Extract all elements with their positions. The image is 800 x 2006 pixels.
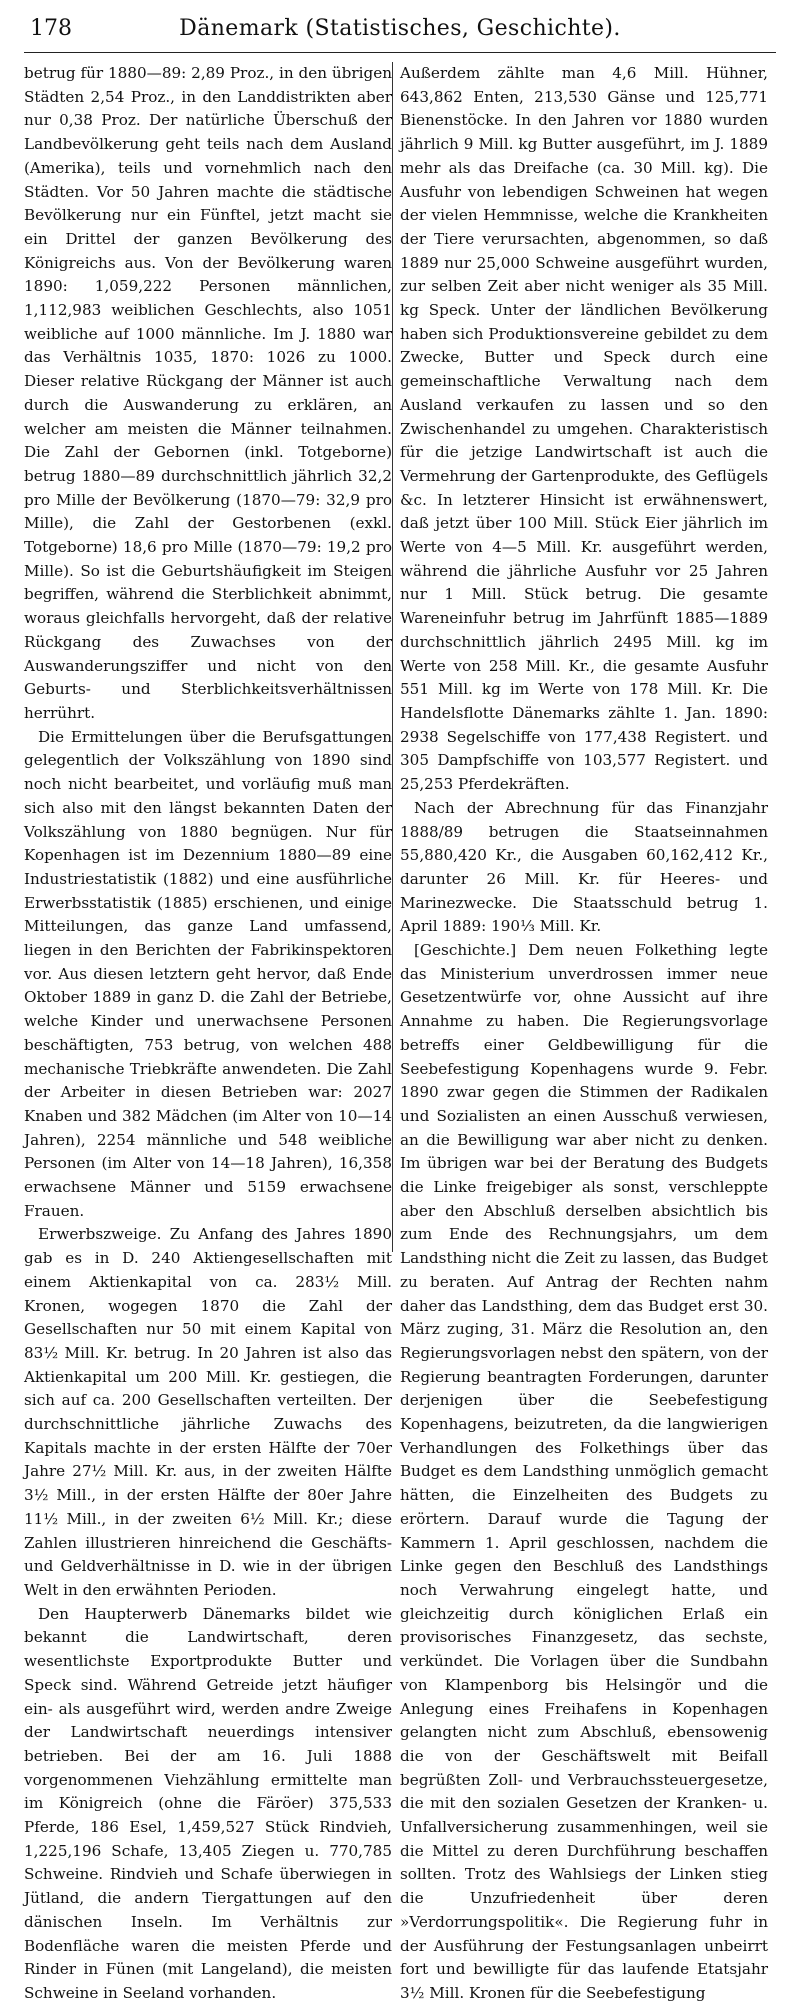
header-rule bbox=[24, 52, 776, 53]
paragraph-occupations: Die Ermittelungen über die Berufsgattungen gelegentlich der Volkszählung von 1890 sind noch nicht bearbeitet, und vorläufig muß man sich also mit den längst bekannten Daten der Volkszählung von 1880 begnügen. Nur für Kopenhagen ist im Dezennium 1880—89 eine Industriestatistik (1882) und eine ausführliche Erwerbsstatistik (1885) erschienen, und einige Mitteilungen, das ganze Land umfassend, liegen in den Berichten der Fabrikinspektoren vor. Aus diesen letztern geht hervor, daß Ende Oktober 1889 in ganz D. die Zahl der Betriebe, welche Kinder und unerwachsene Personen beschäftigten, 753 betrug, von welchen 488 mechanische Triebkräfte anwendeten. Die Zahl der Arbeiter in diesen Betrieben war: 2027 Knaben und 382 Mädchen (im Alter von 10—14 Jahren), 2254 männliche und 548 weibliche Personen (im Alter von 14—18 Jahren), 16,358 erwachsene Männer und 5159 erwachsene Frauen. bbox=[24, 727, 392, 1220]
running-head: Dänemark (Statistisches, Geschichte). bbox=[179, 16, 621, 41]
left-column bbox=[24, 62, 392, 2002]
paragraph-finances: Nach der Abrechnung für das Finanzjahr 1888/89 betrugen die Staatseinnahmen 55,880,420 Kr., die Ausgaben 60,162,412 Kr., darunter 26 Mill. Kr. für Heeres- und Marinezwecke. Die Staatsschuld betrug 1. April 1889: 190⅓ Mill. Kr. bbox=[400, 798, 768, 936]
paragraph-agriculture: Den Haupterwerb Dänemarks bildet wie bekannt die Landwirtschaft, deren wesentlichste Exportprodukte Butter und Speck sind. Während Getreide jetzt häufiger ein- als ausgeführt wird, werden andre Zweige der Landwirtschaft neuerdings intensiver betrieben. Bei der am 16. Juli 1888 vorgenommenen Viehzählung ermittelte man im Königreich (ohne die Färöer) 375,533 Pferde, 186 Esel, 1,459,527 Stück Rindvieh, 1,225,196 Schafe, 13,405 Ziegen u. 770,785 Schweine. Rindvieh und Schafe überwiegen in Jütland, die andern Tiergattungen auf den dänischen Inseln. Im Verhältnis zur Bodenfläche waren die meisten Pferde und Rinder in Fünen (mit Langeland), die meisten Schweine in Seeland vorhanden. bbox=[24, 1604, 392, 2002]
paragraph-livestock-trade: Außerdem zählte man 4,6 Mill. Hühner, 643,862 Enten, 213,530 Gänse und 125,771 Bienenstöcke. In den Jahren vor 1880 wurden jährlich 9 Mill. kg Butter ausgeführt, im J. 1889 mehr als das Dreifache (ca. 30 Mill. kg). Die Ausfuhr von lebendigen Schweinen hat wegen der vielen Hemmnisse, welche die Krankheiten der Tiere verursachten, abgenommen, so daß 1889 nur 25,000 Schweine ausgeführt wurden, zur selben Zeit aber nicht weniger als 35 Mill. kg Speck. Unter der ländlichen Bevölkerung haben sich Produktionsvereine gebildet zu dem Zwecke, Butter und Speck durch eine gemeinschaftliche Verwaltung nach dem Ausland verkaufen zu lassen und so den Zwischenhandel zu umgehen. Charakteristisch für die jetzige Landwirtschaft ist auch die Vermehrung der Gartenprodukte, des Geflügels &c. In letzterer Hinsicht ist erwähnenswert, daß jetzt über 100 Mill. Stück Eier jährlich im Werte von 4—5 Mill. Kr. ausgeführt werden, während die jährliche Ausfuhr vor 25 Jahren nur 1 Mill. Stück betrug. Die gesamte Wareneinfuhr betrug im Jahrfünft 1885—1889 durchschnittlich jährlich 2495 Mill. kg im Werte von 258 Mill. Kr., die gesamte Ausfuhr 551 Mill. kg im Werte von 178 Mill. Kr. Die Handelsflotte Dänemarks zählte 1. Jan. 1890: 2938 Segelschiffe von 177,438 Registert. und 305 Dampfschiffe von 103,577 Registert. und 25,253 Pferdekräften. bbox=[400, 64, 768, 794]
paragraph-history: [Geschichte.] Dem neuen Folkething legte das Ministerium unverdrossen immer neue Gesetzentwürfe vor, ohne Aussicht auf ihre Annahme zu haben. Die Regierungsvorlage betreffs einer Geldbewilligung für die Seebefestigung Kopenhagens wurde 9. Febr. 1890 zwar gegen die Stimmen der Radikalen und Sozialisten an einen Ausschuß verwiesen, an die Bewilligung war aber nicht zu denken. Im übrigen war bei der Beratung des Budgets die Linke freigebiger als sonst, verschleppte aber den Abschluß derselben absichtlich bis zum Ende des Rechnungsjahrs, um dem Landsthing nicht die Zeit zu lassen, das Budget zu beraten. Auf Antrag der Rechten nahm daher das Landsthing, dem das Budget erst 30. März zuging, 31. März die Resolution an, den Regierungsvorlagen nebst den spätern, von der Regierung beantragten Forderungen, darunter derjenigen über die Seebefestigung Kopenhagens, beizutreten, da die langwierigen Verhandlungen des Folkethings über das Budget es dem Landsthing unmöglich gemacht hätten, die Einzelheiten des Budgets zu erörtern. Darauf wurde die Tagung der Kammern 1. April geschlossen, nachdem die Linke gegen den Beschluß des Landsthings noch Verwahrung eingelegt hatte, und gleichzeitig durch königlichen Erlaß ein provisorisches Finanzgesetz, das sechste, verkündet. Die Vorlagen über die Sundbahn von Klampenborg bis Helsingör und die Anlegung eines Freihafens in Kopenhagen gelangten nicht zum Abschluß, ebensowenig die von der Geschäftswelt mit Beifall begrüßten Zoll- und Verbrauchssteuergesetze, die mit den sozialen Gesetzen der Kranken- u. Unfallversicherung zusammenhingen, weil sie die Mittel zu deren Durchführung beschaffen sollten. Trotz des Wahlsiegs der Linken stieg die Unzufriedenheit über deren »Verdorrungspolitik«. Die Regierung fuhr in der Ausführung der Festungsanlagen unbeirrt fort und bewilligte für das laufende Etatsjahr 3½ Mill. Kronen für die Seebefestigung bbox=[400, 941, 768, 2002]
column-divider bbox=[392, 62, 393, 1252]
paragraph-industries: Erwerbszweige. Zu Anfang des Jahres 1890 gab es in D. 240 Aktiengesellschaften mit einem Aktienkapital von ca. 283½ Mill. Kronen, wogegen 1870 die Zahl der Gesellschaften nur 50 mit einem Kapital von 83½ Mill. Kr. betrug. In 20 Jahren ist also das Aktienkapital um 200 Mill. Kr. gestiegen, die sich auf ca. 200 Gesellschaften verteilten. Der durchschnittliche jährliche Zuwachs des Kapitals machte in der ersten Hälfte der 70er Jahre 27½ Mill. Kr. aus, in der zweiten Hälfte 3½ Mill., in der ersten Hälfte der 80er Jahre 11½ Mill., in der zweiten 6½ Mill. Kr.; diese Zahlen illustrieren hinreichend die Geschäfts- und Geldverhältnisse in D. wie in der übrigen Welt in den erwähnten Perioden. bbox=[24, 1225, 392, 1599]
paragraph-population: betrug für 1880—89: 2,89 Proz., in den übrigen Städten 2,54 Proz., in den Landdistrikten aber nur 0,38 Proz. Der natürliche Überschuß der Landbevölkerung geht teils nach dem Ausland (Amerika), teils und vornehmlich nach den Städten. Vor 50 Jahren machte die städtische Bevölkerung nur ein Fünftel, jetzt macht sie ein Drittel der ganzen Bevölkerung des Königreichs aus. Von der Bevölkerung waren 1890: 1,059,222 Personen männlichen, 1,112,983 weiblichen Geschlechts, also 1051 weibliche auf 1000 männliche. Im J. 1880 war das Verhältnis 1035, 1870: 1026 zu 1000. Dieser relative Rückgang der Männer ist auch durch die Auswanderung zu erklären, an welcher am meisten die Männer teilnahmen. Die Zahl der Gebornen (inkl. Totgeborne) betrug 1880—89 durchschnittlich jährlich 32,2 pro Mille der Bevölkerung (1870—79: 32,9 pro Mille), die Zahl der Gestorbenen (exkl. Totgeborne) 18,6 pro Mille (1870—79: 19,2 pro Mille). So ist die Geburtshäufigkeit im Steigen begriffen, während die Sterblichkeit abnimmt, woraus gleichfalls hervorgeht, daß der relative Rückgang des Zuwachses von der Auswanderungsziffer und nicht von den Geburts- und Sterblichkeitsverhältnissen herrührt. bbox=[24, 64, 392, 722]
page-header bbox=[24, 14, 776, 50]
right-column bbox=[400, 62, 768, 2002]
page-number: 178 bbox=[30, 16, 72, 41]
